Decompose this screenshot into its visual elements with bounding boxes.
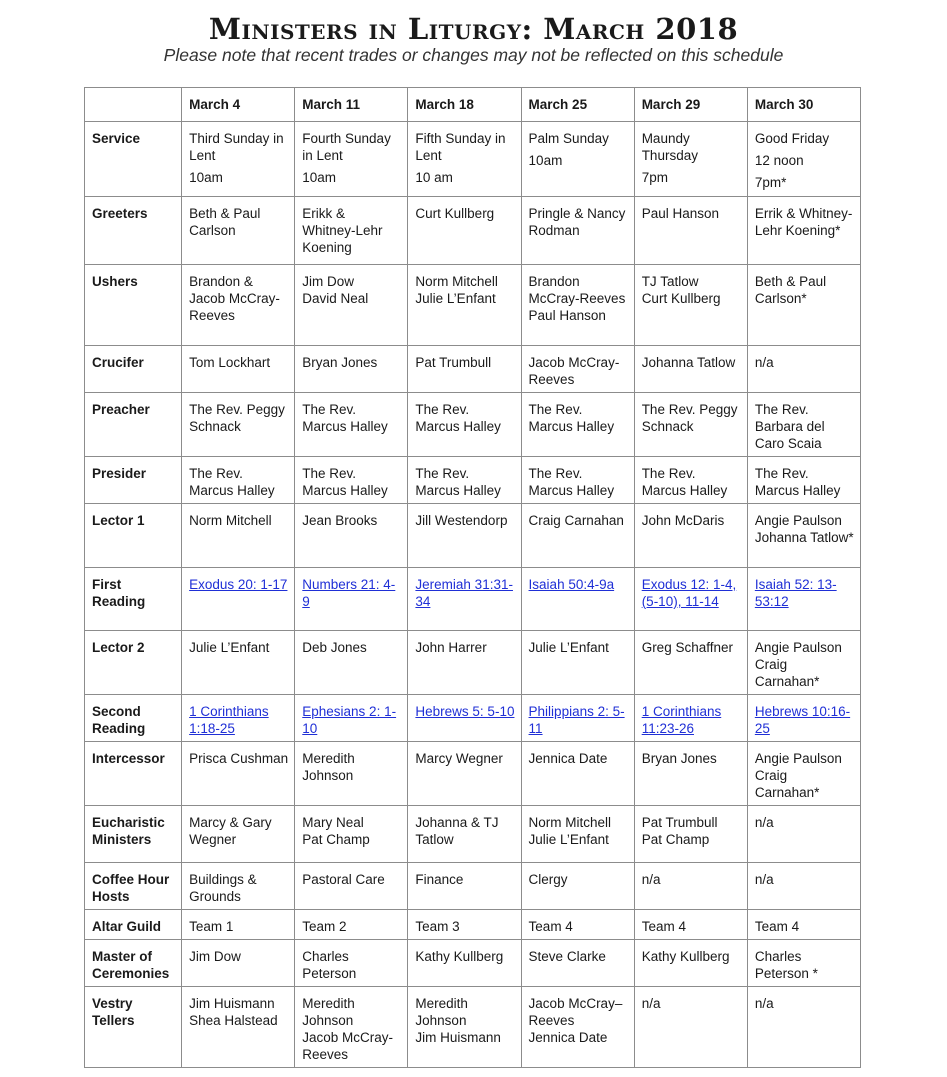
schedule-cell — [747, 863, 860, 910]
cell-text: The Rev. Marcus Halley — [302, 466, 388, 498]
schedule-cell — [408, 987, 521, 1068]
schedule-cell — [521, 393, 634, 457]
cell-text: Charles Peterson * — [754, 949, 818, 981]
scripture-link[interactable]: Jeremiah 31:31-34 — [415, 577, 513, 609]
reading-cell — [295, 568, 408, 631]
cell-text: Pat Champ — [641, 832, 710, 847]
scripture-link[interactable]: 1 Corinthians 1:18-25 — [189, 704, 269, 736]
cell-text: Deb Jones — [302, 640, 367, 655]
row-label-presider: Presider — [85, 457, 182, 504]
schedule-cell — [747, 806, 860, 863]
service-name: Maundy Thursday — [641, 131, 698, 163]
cell-text: Julie L’Enfant — [189, 640, 270, 655]
schedule-cell — [408, 940, 521, 987]
cell-text: Prisca Cushman — [189, 751, 289, 766]
row-master-of-ceremonies — [85, 940, 861, 987]
schedule-cell — [634, 910, 747, 940]
reading-cell — [182, 568, 295, 631]
cell-text: Kathy Kullberg — [641, 949, 730, 964]
cell-text: David Neal — [302, 291, 369, 306]
cell-text: Kathy Kullberg — [415, 949, 504, 964]
cell-text: Johanna Tatlow* — [754, 530, 854, 545]
page-subtitle: Please note that recent trades or changes may not be reflected on this schedule — [163, 45, 784, 65]
schedule-cell — [182, 742, 295, 806]
service-time: 7pm — [641, 170, 668, 185]
schedule-cell — [747, 631, 860, 695]
cell-text: TJ Tatlow — [641, 274, 699, 289]
reading-cell — [295, 695, 408, 742]
reading-cell — [521, 695, 634, 742]
cell-text: n/a — [754, 996, 774, 1011]
cell-text: n/a — [754, 872, 774, 887]
cell-text: Curt Kullberg — [415, 206, 495, 221]
page-title: Ministers in Liturgy: March 2018 — [208, 12, 739, 46]
cell-text: Pastoral Care — [302, 872, 385, 887]
cell-text: Julie L’Enfant — [528, 832, 609, 847]
row-label-eucharistic-ministers: Eucharistic Ministers — [85, 806, 182, 863]
schedule-cell — [521, 987, 634, 1068]
schedule-cell — [634, 197, 747, 265]
cell-text: The Rev. Peggy Schnack — [641, 402, 738, 434]
cell-text: Jim Huismann — [415, 1030, 501, 1045]
cell-text: Jill Westendorp — [415, 513, 508, 528]
header-cell-date: March 25 — [521, 88, 634, 122]
cell-text: Norm Mitchell — [415, 274, 498, 289]
row-label-master-of-ceremonies: Master of Ceremonies — [85, 940, 182, 987]
cell-text: John Harrer — [415, 640, 487, 655]
schedule-cell — [634, 631, 747, 695]
schedule-cell — [182, 197, 295, 265]
scripture-link[interactable]: Isaiah 50:4-9a — [528, 577, 615, 592]
schedule-cell — [408, 346, 521, 393]
scripture-link[interactable]: Numbers 21: 4-9 — [302, 577, 396, 609]
reading-cell — [747, 568, 860, 631]
service-row — [85, 122, 861, 197]
cell-text: Johanna & TJ Tatlow — [415, 815, 499, 847]
cell-text: Greg Schaffner — [641, 640, 733, 655]
schedule-cell — [408, 504, 521, 568]
schedule-cell — [747, 742, 860, 806]
cell-text: Pringle & Nancy Rodman — [528, 206, 626, 238]
schedule-cell — [295, 987, 408, 1068]
cell-text: Marcy Wegner — [415, 751, 503, 766]
row-crucifer — [85, 346, 861, 393]
cell-text: Charles Peterson — [302, 949, 357, 981]
cell-text: Jim Dow — [189, 949, 241, 964]
service-name: Palm Sunday — [528, 131, 609, 146]
cell-text: Team 2 — [302, 919, 347, 934]
schedule-cell — [521, 742, 634, 806]
service-cell — [408, 122, 521, 197]
cell-text: Bryan Jones — [302, 355, 378, 370]
cell-text: Julie L’Enfant — [528, 640, 609, 655]
cell-text: n/a — [641, 996, 661, 1011]
cell-text: Craig Carnahan* — [754, 768, 820, 800]
header-cell-date: March 18 — [408, 88, 521, 122]
schedule-cell — [182, 504, 295, 568]
cell-text: Jennica Date — [528, 1030, 608, 1045]
header-cell-date: March 29 — [634, 88, 747, 122]
service-cell — [182, 122, 295, 197]
row-label-first-reading: First Reading — [85, 568, 182, 631]
schedule-cell — [182, 265, 295, 346]
cell-text: Mary Neal — [302, 815, 364, 830]
cell-text: Bryan Jones — [641, 751, 717, 766]
schedule-cell — [408, 265, 521, 346]
row-lector-2 — [85, 631, 861, 695]
schedule-cell — [408, 742, 521, 806]
service-cell — [634, 122, 747, 197]
cell-text: Jacob McCray-Reeves — [528, 355, 620, 387]
row-second-reading — [85, 695, 861, 742]
reading-cell — [408, 695, 521, 742]
schedule-cell — [295, 265, 408, 346]
service-cell — [521, 122, 634, 197]
cell-text: Johanna Tatlow — [641, 355, 736, 370]
cell-text: Marcy & Gary Wegner — [189, 815, 272, 847]
row-altar-guild — [85, 910, 861, 940]
schedule-cell — [634, 457, 747, 504]
row-label-coffee-hour-hosts: Coffee Hour Hosts — [85, 863, 182, 910]
schedule-body — [85, 88, 861, 1068]
reading-cell — [634, 568, 747, 631]
cell-text: Julie L’Enfant — [415, 291, 496, 306]
scripture-link[interactable]: Hebrews 5: 5-10 — [415, 704, 515, 719]
schedule-cell — [634, 863, 747, 910]
schedule-cell — [521, 504, 634, 568]
schedule-cell — [747, 393, 860, 457]
reading-cell — [747, 695, 860, 742]
schedule-cell — [634, 806, 747, 863]
header-cell-date: March 30 — [747, 88, 860, 122]
row-first-reading — [85, 568, 861, 631]
schedule-cell — [182, 940, 295, 987]
reading-cell — [521, 568, 634, 631]
service-name: Good Friday — [754, 131, 830, 146]
cell-text: Team 1 — [189, 919, 234, 934]
cell-text: Steve Clarke — [528, 949, 606, 964]
row-label-intercessor: Intercessor — [85, 742, 182, 806]
row-label-greeters: Greeters — [85, 197, 182, 265]
row-preacher — [85, 393, 861, 457]
schedule-cell — [747, 910, 860, 940]
cell-text: Pat Trumbull — [415, 355, 492, 370]
row-label-lector-1: Lector 1 — [85, 504, 182, 568]
scripture-link[interactable]: Exodus 20: 1-17 — [189, 577, 288, 592]
header-cell-date: March 4 — [182, 88, 295, 122]
cell-text: n/a — [754, 355, 774, 370]
row-label-preacher: Preacher — [85, 393, 182, 457]
schedule-cell — [747, 504, 860, 568]
row-label-vestry-tellers: Vestry Tellers — [85, 987, 182, 1068]
cell-text: Craig Carnahan — [528, 513, 624, 528]
cell-text: Team 4 — [528, 919, 573, 934]
schedule-cell — [295, 197, 408, 265]
service-name: Third Sunday in Lent — [189, 131, 284, 163]
cell-text: Jennica Date — [528, 751, 608, 766]
cell-text: The Rev. Marcus Halley — [415, 466, 501, 498]
scripture-link[interactable]: Ephesians 2: 1-10 — [302, 704, 397, 736]
service-name: Fourth Sunday in Lent — [302, 131, 391, 163]
row-presider — [85, 457, 861, 504]
schedule-cell — [182, 631, 295, 695]
reading-cell — [182, 695, 295, 742]
cell-text: Angie Paulson — [754, 640, 842, 655]
cell-text: Errik & Whitney-Lehr Koening* — [754, 206, 853, 238]
cell-text: Angie Paulson — [754, 751, 842, 766]
schedule-cell — [295, 940, 408, 987]
row-eucharistic-ministers — [85, 806, 861, 863]
header-cell-corner — [85, 88, 182, 122]
schedule-cell — [408, 457, 521, 504]
cell-text: Paul Hanson — [528, 308, 606, 323]
reading-cell — [408, 568, 521, 631]
schedule-cell — [408, 910, 521, 940]
schedule-cell — [408, 806, 521, 863]
service-time: 12 noon — [754, 153, 804, 168]
cell-text: Beth & Paul Carlson* — [754, 274, 827, 306]
cell-text: The Rev. Marcus Halley — [528, 402, 615, 434]
scripture-link[interactable]: Hebrews 10:16-25 — [754, 704, 851, 736]
cell-text: Pat Champ — [302, 832, 370, 847]
cell-text: n/a — [754, 815, 774, 830]
schedule-cell — [295, 910, 408, 940]
cell-text: Brandon McCray-Reeves — [528, 274, 626, 306]
scripture-link[interactable]: Isaiah 52: 13-53:12 — [754, 577, 837, 609]
cell-text: Jean Brooks — [302, 513, 378, 528]
schedule-cell — [747, 987, 860, 1068]
service-name: Fifth Sunday in Lent — [415, 131, 506, 163]
schedule-cell — [408, 393, 521, 457]
cell-text: Team 3 — [415, 919, 460, 934]
schedule-cell — [182, 806, 295, 863]
scripture-link[interactable]: Exodus 12: 1-4, (5-10), 11-14 — [641, 577, 737, 609]
schedule-cell — [408, 197, 521, 265]
header-row — [85, 88, 861, 122]
cell-text: Jacob McCray-Reeves — [302, 1030, 394, 1062]
row-ushers — [85, 265, 861, 346]
schedule-cell — [747, 940, 860, 987]
service-time: 10am — [528, 153, 563, 168]
schedule-cell — [634, 393, 747, 457]
cell-text: The Rev. Marcus Halley — [189, 466, 275, 498]
cell-text: The Rev. Marcus Halley — [415, 402, 501, 434]
row-label-altar-guild: Altar Guild — [85, 910, 182, 940]
cell-text: Angie Paulson — [754, 513, 842, 528]
cell-text: The Rev. Peggy Schnack — [189, 402, 285, 434]
schedule-cell — [295, 742, 408, 806]
cell-text: Norm Mitchell — [189, 513, 272, 528]
service-cell — [295, 122, 408, 197]
scripture-link[interactable]: 1 Corinthians 11:23-26 — [641, 704, 722, 736]
schedule-cell — [295, 346, 408, 393]
schedule-cell — [521, 265, 634, 346]
cell-text: Meredith Johnson — [302, 996, 355, 1028]
reading-cell — [634, 695, 747, 742]
cell-text: The Rev. Marcus Halley — [754, 466, 841, 498]
schedule-cell — [295, 863, 408, 910]
cell-text: Meredith Johnson — [302, 751, 355, 783]
cell-text: The Rev. Barbara del Caro Scaia — [754, 402, 825, 451]
cell-text: Craig Carnahan* — [754, 657, 820, 689]
cell-text: Jacob McCray–Reeves — [528, 996, 623, 1028]
schedule-cell — [747, 457, 860, 504]
schedule-cell — [182, 863, 295, 910]
schedule-cell — [634, 346, 747, 393]
row-lector-1 — [85, 504, 861, 568]
service-time: 10 am — [415, 170, 453, 185]
schedule-cell — [521, 910, 634, 940]
header-cell-date: March 11 — [295, 88, 408, 122]
cell-text: Erikk & Whitney-Lehr Koening — [302, 206, 383, 255]
row-intercessor — [85, 742, 861, 806]
schedule-cell — [408, 631, 521, 695]
row-label-crucifer: Crucifer — [85, 346, 182, 393]
schedule-cell — [747, 265, 860, 346]
row-greeters — [85, 197, 861, 265]
cell-text: Paul Hanson — [641, 206, 719, 221]
schedule-cell — [408, 863, 521, 910]
schedule-cell — [182, 987, 295, 1068]
schedule-cell — [295, 393, 408, 457]
cell-text: Buildings & Grounds — [189, 872, 257, 904]
schedule-cell — [747, 197, 860, 265]
service-time: 10am — [189, 170, 223, 185]
schedule-cell — [521, 197, 634, 265]
schedule-cell — [634, 742, 747, 806]
cell-text: The Rev. Marcus Halley — [302, 402, 388, 434]
cell-text: Finance — [415, 872, 464, 887]
cell-text: John McDaris — [641, 513, 725, 528]
row-label-ushers: Ushers — [85, 265, 182, 346]
schedule-cell — [295, 631, 408, 695]
schedule-cell — [521, 863, 634, 910]
schedule-cell — [634, 987, 747, 1068]
schedule-cell — [634, 940, 747, 987]
schedule-table — [84, 87, 861, 1068]
schedule-cell — [521, 346, 634, 393]
cell-text: Beth & Paul Carlson — [189, 206, 261, 238]
schedule-cell — [182, 457, 295, 504]
schedule-cell — [634, 265, 747, 346]
service-cell — [747, 122, 860, 197]
cell-text: Clergy — [528, 872, 568, 887]
row-coffee-hour-hosts — [85, 863, 861, 910]
cell-text: Jim Huismann — [189, 996, 275, 1011]
schedule-cell — [295, 806, 408, 863]
cell-text: Team 4 — [641, 919, 686, 934]
schedule-cell — [521, 631, 634, 695]
schedule-cell — [521, 940, 634, 987]
cell-text: Shea Halstead — [189, 1013, 278, 1028]
cell-text: Norm Mitchell — [528, 815, 612, 830]
cell-text: The Rev. Marcus Halley — [641, 466, 728, 498]
row-label-lector-2: Lector 2 — [85, 631, 182, 695]
schedule-cell — [182, 910, 295, 940]
cell-text: The Rev. Marcus Halley — [528, 466, 615, 498]
scripture-link[interactable]: Philippians 2: 5-11 — [528, 704, 625, 736]
service-time-2: 7pm* — [754, 175, 787, 190]
schedule-cell — [182, 346, 295, 393]
schedule-cell — [634, 504, 747, 568]
cell-text: Pat Trumbull — [641, 815, 718, 830]
service-time: 10am — [302, 170, 337, 185]
schedule-cell — [295, 504, 408, 568]
cell-text: Team 4 — [754, 919, 800, 934]
row-label-second-reading: Second Reading — [85, 695, 182, 742]
cell-text: Curt Kullberg — [641, 291, 721, 306]
cell-text: n/a — [641, 872, 661, 887]
schedule-cell — [521, 457, 634, 504]
schedule-cell — [521, 806, 634, 863]
cell-text: Jim Dow — [302, 274, 355, 289]
cell-text: Tom Lockhart — [189, 355, 271, 370]
row-label-service: Service — [85, 122, 182, 197]
schedule-cell — [295, 457, 408, 504]
schedule-cell — [747, 346, 860, 393]
cell-text: Meredith Johnson — [415, 996, 468, 1028]
row-vestry-tellers — [85, 987, 861, 1068]
schedule-cell — [182, 393, 295, 457]
cell-text: Brandon & Jacob McCray-Reeves — [189, 274, 280, 323]
